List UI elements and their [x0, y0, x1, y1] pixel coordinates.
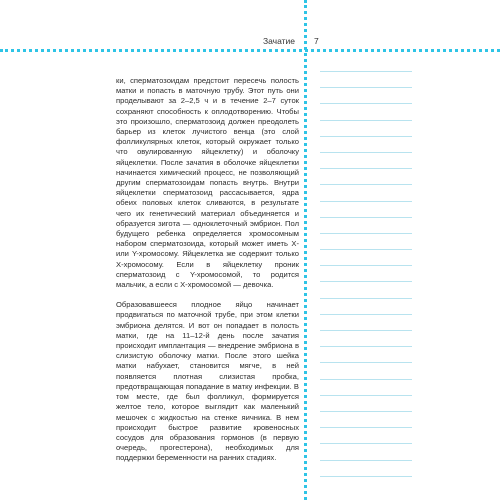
note-line	[320, 427, 412, 428]
note-line	[320, 103, 412, 104]
note-line	[320, 281, 412, 282]
note-line	[320, 87, 412, 88]
note-line	[320, 395, 412, 396]
notes-area	[320, 71, 412, 492]
note-line	[320, 265, 412, 266]
note-line	[320, 346, 412, 347]
note-line	[320, 152, 412, 153]
body-text	[116, 76, 299, 464]
note-line	[320, 168, 412, 169]
note-line	[320, 217, 412, 218]
paragraph-1: ки, сперматозоидам предстоит пересечь полость матки и попасть в маточную трубу. Этот путь они проделывают за 2–2,5 ч и в течение 2–7 суток сохраняют способность к оплодотворению. Чтобы это произошло, сперматозоид должен преодолеть барьер из клеток лучистого венца (это слой фолликулярных клеток, который окружает только что овулированную яйцеклетку) и оболочку яйцеклетки. После зачатия в оболочке яйцеклетки начинается химический процесс, не позволяющий другим сперматозоидам попасть внутрь. Внутри яйцеклетки сперматозоид рассасывается, ядра обеих половых клеток сливаются, в результате чего их генетический материал объединяется и образуется зигота — одноклеточный эмбрион. Пол будущего ребенка определяется хромосомным набором сперматозоида, который может иметь X- или Y-хромосому. Яйцеклетка же содержит только X-хромосому. Если в яйцеклетку проник сперматозоид с Y-хромосомой, то родится мальчик, а если с X-хромосомой — девочка.	[116, 76, 299, 290]
header-dotted-rule	[0, 49, 500, 52]
note-line	[320, 298, 412, 299]
page-number: 7	[314, 36, 319, 46]
note-line	[320, 249, 412, 250]
note-line	[320, 362, 412, 363]
margin-dotted-rule	[304, 0, 307, 500]
note-line	[320, 233, 412, 234]
note-line	[320, 314, 412, 315]
note-line	[320, 443, 412, 444]
note-line	[320, 379, 412, 380]
note-line	[320, 411, 412, 412]
note-line	[320, 136, 412, 137]
note-line	[320, 120, 412, 121]
note-line	[320, 460, 412, 461]
note-line	[320, 184, 412, 185]
note-line	[320, 71, 412, 72]
note-line	[320, 201, 412, 202]
note-line	[320, 330, 412, 331]
chapter-title: Зачатие	[262, 36, 295, 46]
paragraph-2: Образовавшееся плодное яйцо начинает продвигаться по маточной трубе, при этом клетки эмбриона делятся. И вот он попадает в полость матки, где на 11–12-й день после зачатия происходит имплантация — внедрение эмбриона в слизистую оболочку матки. После этого шейка матки набухает, становится мягче, в ней появляется плотная слизистая пробка, предотвращающая попадание в матку инфекции. В том месте, где был фолликул, формируется желтое тело, которое выглядит как маленький мешочек с жидкостью на стенке яичника. В нем происходит быстрое развитие кровеносных сосудов для образования гормонов (в первую очередь, прогестерона), необходимых для поддержки беременности на ранних стадиях.	[116, 300, 299, 463]
note-line	[320, 476, 412, 477]
